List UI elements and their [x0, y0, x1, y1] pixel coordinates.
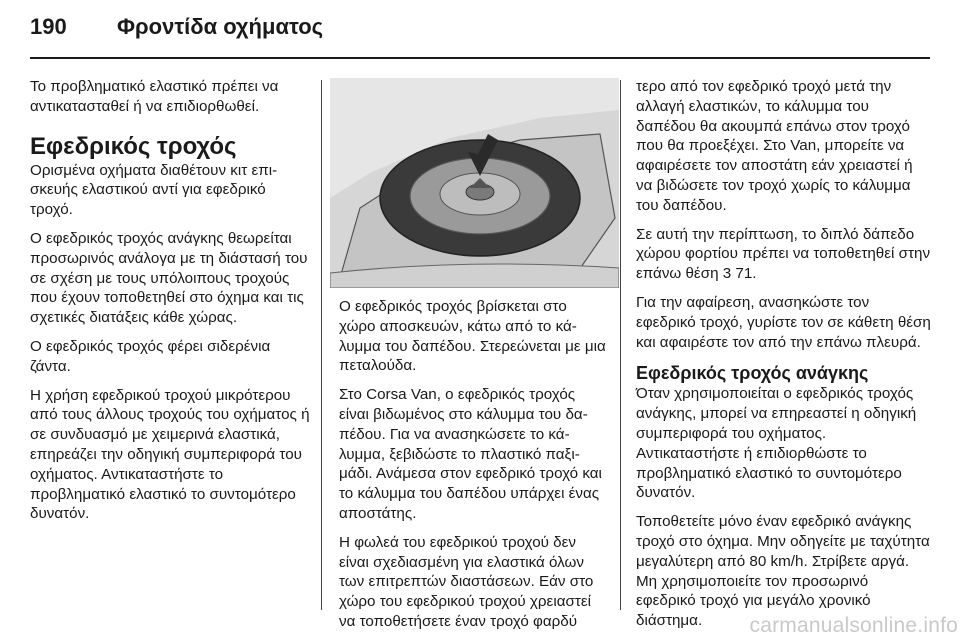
paragraph: Η χρήση εφεδρικού τροχού μικρότερου από τους άλλους τροχούς του οχήματος ή σε συνδυασμό με χειμερινά ελαστικά, επηρεάζει την οδηγική συμπεριφορά του οχήματος. Αντικαταστήστε το προβληματικό ελαστικό το συντομότερο δυνατόν.	[30, 386, 310, 523]
paragraph: Ο εφεδρικός τροχός φέρει σιδερένια ζάντα.	[30, 337, 271, 375]
header-rule	[30, 57, 930, 59]
column-divider	[321, 80, 322, 610]
paragraph: Ο εφεδρικός τροχός ανάγκης θεωρείται προσωρινός ανάλογα με τη διάστασή του σε σχέση με τους υπόλοιπους τροχούς που έχουν τοποθετηθεί στο όχημα και τις σχετικές διατάξεις κάθε χώρας.	[30, 229, 308, 327]
watermark: carmanualsonline.info	[749, 614, 958, 637]
intro-paragraph: Το προβληματικό ελαστικό πρέπει να αντικατασταθεί ή να επιδιορθωθεί.	[30, 78, 279, 115]
paragraph: Όταν χρησιμοποιείται ο εφεδρικός τροχός ανάγκης, μπορεί να επηρεαστεί η οδηγική συμπεριφορά του οχήματος. Αντικαταστήστε ή επιδιορθώστε το προβληματικό ελαστικό το συντομότερο δυνατόν.	[636, 385, 917, 502]
paragraph: Σε αυτή την περίπτωση, το διπλό δάπεδο χώρου φορτίου πρέπει να τοποθετηθεί στην επάνω θέση 3 71.	[636, 225, 931, 283]
paragraph: Ορισμένα οχήματα διαθέτουν κιτ επισκευής ελαστικού αντί για εφεδρικό τροχό.	[30, 161, 278, 219]
spare-wheel-illustration	[330, 78, 619, 288]
section-heading-temporary-spare: Εφεδρικός τροχός ανάγκης	[636, 363, 869, 384]
text-column-2	[339, 297, 607, 641]
paragraph: Για την αφαίρεση, ανασηκώστε τον εφεδρικό τροχό, γυρίστε τον σε κάθετη θέση και αφαιρέστε τον από την επάνω πλευρά.	[636, 293, 931, 351]
text-column-3	[636, 77, 932, 640]
paragraph: τερο από τον εφεδρικό τροχό μετά την αλλαγή ελαστικών, το κάλυμμα του δαπέδου θα ακουμπά επάνω στον τροχό που θα προεξέχει. Στο Van, μπορείτε να αφαιρέσετε τον αποστάτη εάν χρειαστεί ή να βιδώσετε τον τροχό χωρίς το κάλυμμα του δαπέδου.	[636, 78, 913, 214]
paragraph: Στο Corsa Van, ο εφεδρικός τροχός είναι βιδωμένος στο κάλυμμα του δαπέδου. Για να ανασηκώσετε το κάλυμμα, ξεβιδώστε το πλαστικό παξιμάδι. Ανάμεσα στον εφεδρικό τροχό και το κάλυμμα του δαπέδου υπάρχει ένας αποστάτης.	[339, 386, 602, 522]
page-number: 190	[30, 14, 67, 39]
paragraph: Ο εφεδρικός τροχός βρίσκεται στο χώρο αποσκευών, κάτω από το κάλυμμα του δαπέδου. Στερεώνεται με μια πεταλούδα.	[339, 298, 606, 375]
page-title: Φροντίδα οχήματος	[117, 14, 324, 39]
text-column-1	[30, 77, 312, 533]
paragraph: Τοποθετείτε μόνο έναν εφεδρικό ανάγκης τροχό στο όχημα. Μην οδηγείτε με ταχύτητα μεγαλύτερη από 80 km/h. Στρίβετε αργά. Μη χρησιμοποιείτε τον προσωρινό εφεδρικό τροχό για μεγάλο χρονικό διάστημα.	[636, 513, 930, 630]
section-heading-spare-wheel: Εφεδρικός τροχός	[30, 132, 237, 160]
column-divider	[620, 80, 621, 610]
paragraph: Η φωλεά του εφεδρικού τροχού δεν είναι σχεδιασμένη για ελαστικά όλων των επιτρεπτών διαστάσεων. Εάν στο χώρο του εφεδρικού τροχού χρειαστεί να τοποθετήσετε έναν τροχό φαρδύ	[339, 533, 594, 630]
